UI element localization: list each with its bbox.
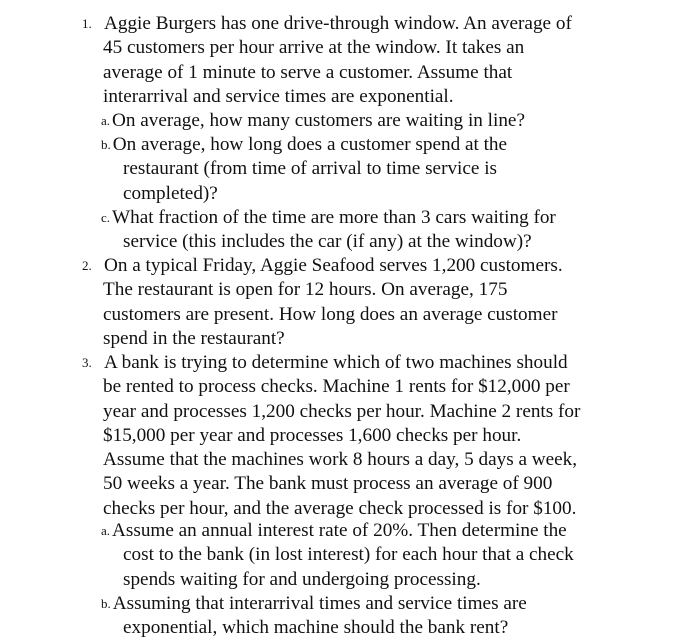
part-letter: a. [101, 523, 111, 538]
question-1-line-3: average of 1 minute to serve a customer. Assume that [103, 61, 513, 83]
part-text: What fraction of the time are more than 3 cars waiting for [112, 207, 556, 228]
question-3-line-4: $15,000 per year and processes 1,600 checks per hour. [103, 424, 522, 446]
question-3-line-6: 50 weeks a year. The bank must process an average of 900 [103, 473, 553, 495]
part-line-3: spends waiting for and undergoing processing. [123, 568, 481, 590]
question-2 [82, 254, 682, 351]
question-1-part-b [101, 133, 681, 206]
part-letter: b. [101, 137, 111, 152]
part-text: Assuming that interarrival times and service times are [112, 593, 527, 614]
question-1-line-4: interarrival and service times are exponential. [103, 85, 454, 107]
question-1-line-2: 45 customers per hour arrive at the window. It takes an [103, 37, 525, 59]
part-text: Assume an annual interest rate of 20%. Then determine the [112, 520, 567, 541]
question-text: On a typical Friday, Aggie Seafood serves 1,200 customers. [104, 255, 563, 276]
part-line-1 [101, 592, 681, 616]
question-1-part-a [101, 109, 681, 133]
question-2-line-1 [82, 254, 682, 278]
part-line-2: service (this includes the car (if any) at the window)? [123, 231, 532, 253]
question-3-line-5: Assume that the machines work 8 hours a day, 5 days a week, [103, 449, 578, 471]
question-3-line-1 [82, 351, 682, 375]
question-2-line-4: spend in the restaurant? [103, 327, 285, 349]
question-3-line-2: be rented to process checks. Machine 1 rents for $12,000 per [103, 376, 570, 398]
question-text: A bank is trying to determine which of two machines should [104, 352, 568, 373]
question-1-line-1 [82, 12, 682, 36]
question-number: 3. [82, 355, 92, 370]
part-line-1 [101, 133, 681, 157]
part-text: On average, how many customers are waiting in line? [112, 110, 525, 131]
question-3-line-3: year and processes 1,200 checks per hour. Machine 2 rents for [103, 400, 581, 422]
question-3-part-b [101, 592, 681, 641]
part-text: On average, how long does a customer spend at the [112, 134, 508, 155]
part-line-2: cost to the bank (in lost interest) for each hour that a check [123, 544, 574, 566]
part-letter: b. [101, 596, 111, 611]
question-3 [82, 351, 682, 521]
question-number: 1. [82, 16, 92, 31]
question-number: 2. [82, 258, 92, 273]
question-2-line-3: customers are present. How long does an average customer [103, 303, 558, 325]
question-3-line-7: checks per hour, and the average check processed is for $100. [103, 497, 577, 519]
part-line-1 [101, 109, 681, 133]
question-1 [82, 12, 682, 109]
part-letter: a. [101, 113, 111, 128]
part-line-2: restaurant (from time of arrival to time service is [123, 158, 498, 180]
question-2-line-2: The restaurant is open for 12 hours. On average, 175 [103, 279, 508, 301]
question-text: Aggie Burgers has one drive-through window. An average of [104, 13, 572, 34]
question-1-part-c [101, 206, 681, 255]
part-line-3: completed)? [123, 182, 218, 204]
part-line-1 [101, 206, 681, 230]
part-line-1 [101, 519, 681, 543]
part-letter: c. [101, 210, 111, 225]
part-line-2: exponential, which machine should the bank rent? [123, 617, 509, 639]
question-3-part-a [101, 519, 681, 592]
